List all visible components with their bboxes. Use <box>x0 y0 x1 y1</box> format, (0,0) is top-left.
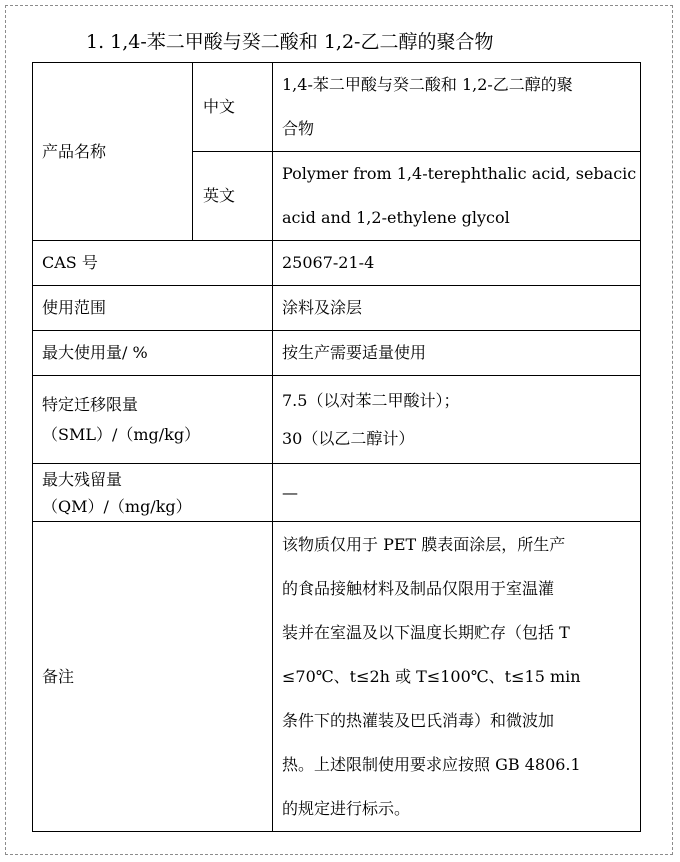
remarks-line: 的食品接触材料及制品仅限用于室温灌 <box>282 578 555 598</box>
max-usage-value <box>273 331 641 376</box>
table-row-remarks <box>33 522 641 832</box>
usage-scope-label <box>33 286 273 331</box>
english-name-line-2: acid and 1,2-ethylene glycol <box>282 208 510 227</box>
cas-label-text: CAS 号 <box>42 253 98 272</box>
english-name-value <box>273 152 641 241</box>
sml-value <box>273 376 641 464</box>
max-usage-label-text: 最大使用量/ % <box>42 343 148 362</box>
remarks-line: 的规定进行标示。 <box>282 798 411 818</box>
table-row-chinese-name <box>33 63 641 152</box>
sml-value-line-1: 7.5（以对苯二甲酸计）； <box>282 390 460 410</box>
english-label-text: 英文 <box>203 186 236 205</box>
chinese-name-line-1: 1,4-苯二甲酸与癸二酸和 1,2-乙二醇的聚 <box>282 75 573 94</box>
max-usage-label <box>33 331 273 376</box>
sml-value-line-2: 30（以乙二醇计） <box>282 428 415 448</box>
usage-scope-value <box>273 286 641 331</box>
chinese-label <box>193 63 273 152</box>
table-row-max-usage <box>33 331 641 376</box>
substance-info-table <box>32 62 641 832</box>
table-row-qm <box>33 464 641 522</box>
qm-value <box>273 464 641 522</box>
english-name-line-1: Polymer from 1,4-terephthalic acid, sebacic <box>282 164 637 183</box>
table-row-sml <box>33 376 641 464</box>
remarks-value <box>273 522 641 832</box>
remarks-label-text: 备注 <box>42 666 75 686</box>
sml-label-line-1: 特定迁移限量 <box>42 394 139 414</box>
usage-scope-value-text: 涂料及涂层 <box>282 298 363 317</box>
remarks-label <box>33 522 273 832</box>
product-name-label-text: 产品名称 <box>42 141 107 161</box>
cas-value <box>273 241 641 286</box>
product-name-label <box>33 63 193 241</box>
remarks-line: 条件下的热灌装及巴氏消毒）和微波加 <box>282 710 555 730</box>
qm-label <box>33 464 273 522</box>
usage-scope-label-text: 使用范围 <box>42 298 107 317</box>
chinese-label-text: 中文 <box>203 97 236 116</box>
remarks-line: 装并在室温及以下温度长期贮存（包括 T <box>282 622 570 642</box>
qm-label-line-2: （QM）/（mg/kg） <box>42 496 192 516</box>
remarks-line: 热。上述限制使用要求应按照 GB 4806.1 <box>282 754 581 774</box>
cas-value-text: 25067-21-4 <box>282 253 375 272</box>
sml-label-line-2: （SML）/（mg/kg） <box>42 424 201 444</box>
qm-value-text: — <box>282 482 298 502</box>
table-row-cas <box>33 241 641 286</box>
max-usage-value-text: 按生产需要适量使用 <box>282 343 427 362</box>
qm-label-line-1: 最大残留量 <box>42 469 123 489</box>
remarks-line: 该物质仅用于 PET 膜表面涂层，所生产 <box>282 534 566 554</box>
remarks-line: ≤70℃、t≤2h 或 T≤100℃、t≤15 min <box>282 666 581 686</box>
chinese-name-line-2: 合物 <box>282 119 315 138</box>
table-row-usage-scope <box>33 286 641 331</box>
cas-label <box>33 241 273 286</box>
chinese-name-value <box>273 63 641 152</box>
english-label <box>193 152 273 241</box>
sml-label <box>33 376 273 464</box>
document-title: 1. 1,4-苯二甲酸与癸二酸和 1,2-乙二醇的聚合物 <box>86 31 494 53</box>
